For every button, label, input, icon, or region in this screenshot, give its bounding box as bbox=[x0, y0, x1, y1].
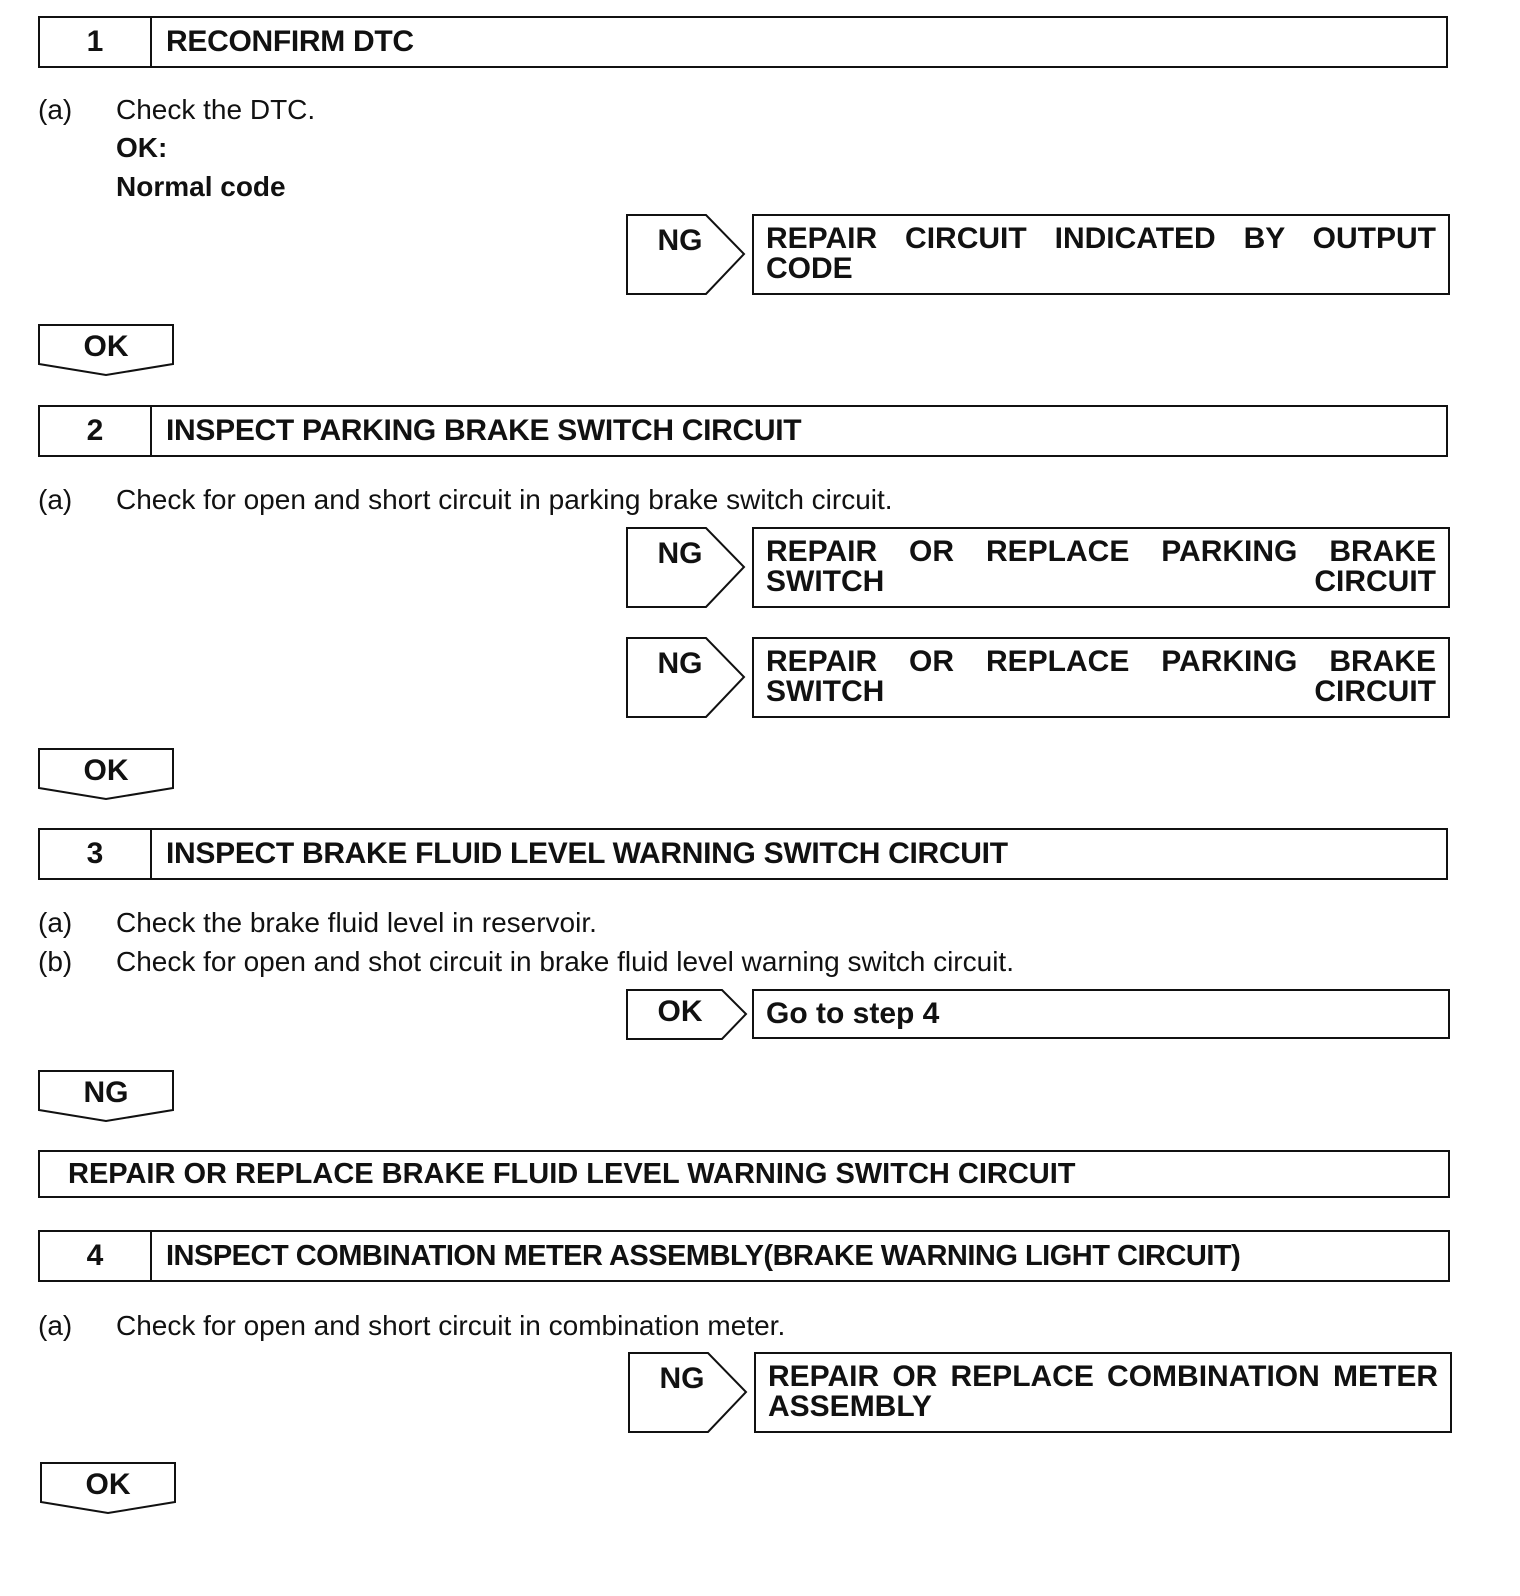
ok-branch-tag bbox=[626, 989, 748, 1041]
result-line-2: ASSEMBLY bbox=[768, 1390, 932, 1423]
ng-down-tag bbox=[38, 1070, 174, 1122]
branch-label: NG bbox=[659, 1362, 705, 1395]
item-text: Check for open and short circuit in combination meter. bbox=[116, 1310, 786, 1341]
ok-condition-label: OK: bbox=[116, 132, 168, 163]
item-label: (a) bbox=[38, 1310, 73, 1341]
down-label: OK bbox=[83, 330, 129, 363]
result-line-1: REPAIR CIRCUIT INDICATED BY OUTPUT bbox=[766, 222, 1436, 255]
step-number: 4 bbox=[40, 1232, 152, 1280]
item-text: Check the DTC. bbox=[116, 94, 316, 125]
ok-down-tag bbox=[38, 748, 174, 800]
item-label: (a) bbox=[38, 94, 73, 125]
result-line-1: Go to step 4 bbox=[766, 997, 940, 1030]
ng-branch-tag bbox=[626, 527, 748, 609]
result-line-2: CODE bbox=[766, 252, 853, 285]
ng-result-box bbox=[752, 214, 1450, 295]
step-number: 1 bbox=[40, 18, 152, 66]
ng-branch-tag bbox=[626, 637, 748, 719]
step-number: 2 bbox=[40, 407, 152, 455]
ok-down-tag bbox=[40, 1462, 176, 1514]
step-title: INSPECT PARKING BRAKE SWITCH CIRCUIT bbox=[166, 414, 802, 447]
result-line-2: SWITCH CIRCUIT bbox=[766, 675, 1436, 708]
step-2-header bbox=[38, 405, 1448, 457]
item-text: Check for open and short circuit in parking brake switch circuit. bbox=[116, 484, 893, 515]
item-label: (a) bbox=[38, 907, 73, 938]
step-title: INSPECT BRAKE FLUID LEVEL WARNING SWITCH CIRCUIT bbox=[166, 837, 1008, 870]
ok-down-tag bbox=[38, 324, 174, 376]
item-text: Check for open and shot circuit in brake fluid level warning switch circuit. bbox=[116, 946, 1014, 977]
ng-result-box bbox=[752, 527, 1450, 608]
step-3-header bbox=[38, 828, 1448, 880]
down-label: NG bbox=[83, 1076, 129, 1109]
step-title: RECONFIRM DTC bbox=[166, 25, 414, 58]
ng-result-box bbox=[754, 1352, 1452, 1433]
item-label: (a) bbox=[38, 484, 73, 515]
ng-result-box bbox=[752, 637, 1450, 718]
branch-label: NG bbox=[657, 537, 703, 570]
ng-branch-tag bbox=[626, 214, 748, 296]
step-4-header bbox=[38, 1230, 1450, 1282]
branch-label: NG bbox=[657, 647, 703, 680]
branch-label: NG bbox=[657, 224, 703, 257]
down-label: OK bbox=[85, 1468, 131, 1501]
ng-branch-tag bbox=[628, 1352, 750, 1434]
step-1-header bbox=[38, 16, 1448, 68]
result-line-1: REPAIR OR REPLACE PARKING BRAKE bbox=[766, 645, 1436, 678]
down-label: OK bbox=[83, 754, 129, 787]
result-line-1: REPAIR OR REPLACE PARKING BRAKE bbox=[766, 535, 1436, 568]
ok-result-box bbox=[752, 989, 1450, 1039]
step-number: 3 bbox=[40, 830, 152, 878]
item-text: Check the brake fluid level in reservoir. bbox=[116, 907, 597, 938]
item-label: (b) bbox=[38, 946, 73, 977]
branch-label: OK bbox=[657, 995, 703, 1028]
final-action-box: REPAIR OR REPLACE BRAKE FLUID LEVEL WARNING SWITCH CIRCUIT bbox=[38, 1150, 1450, 1198]
result-line-2: SWITCH CIRCUIT bbox=[766, 565, 1436, 598]
result-line-1: REPAIR OR REPLACE COMBINATION METER bbox=[768, 1360, 1438, 1393]
ok-condition-value: Normal code bbox=[116, 171, 286, 202]
step-title: INSPECT COMBINATION METER ASSEMBLY(BRAKE WARNING LIGHT CIRCUIT) bbox=[166, 1239, 1241, 1272]
